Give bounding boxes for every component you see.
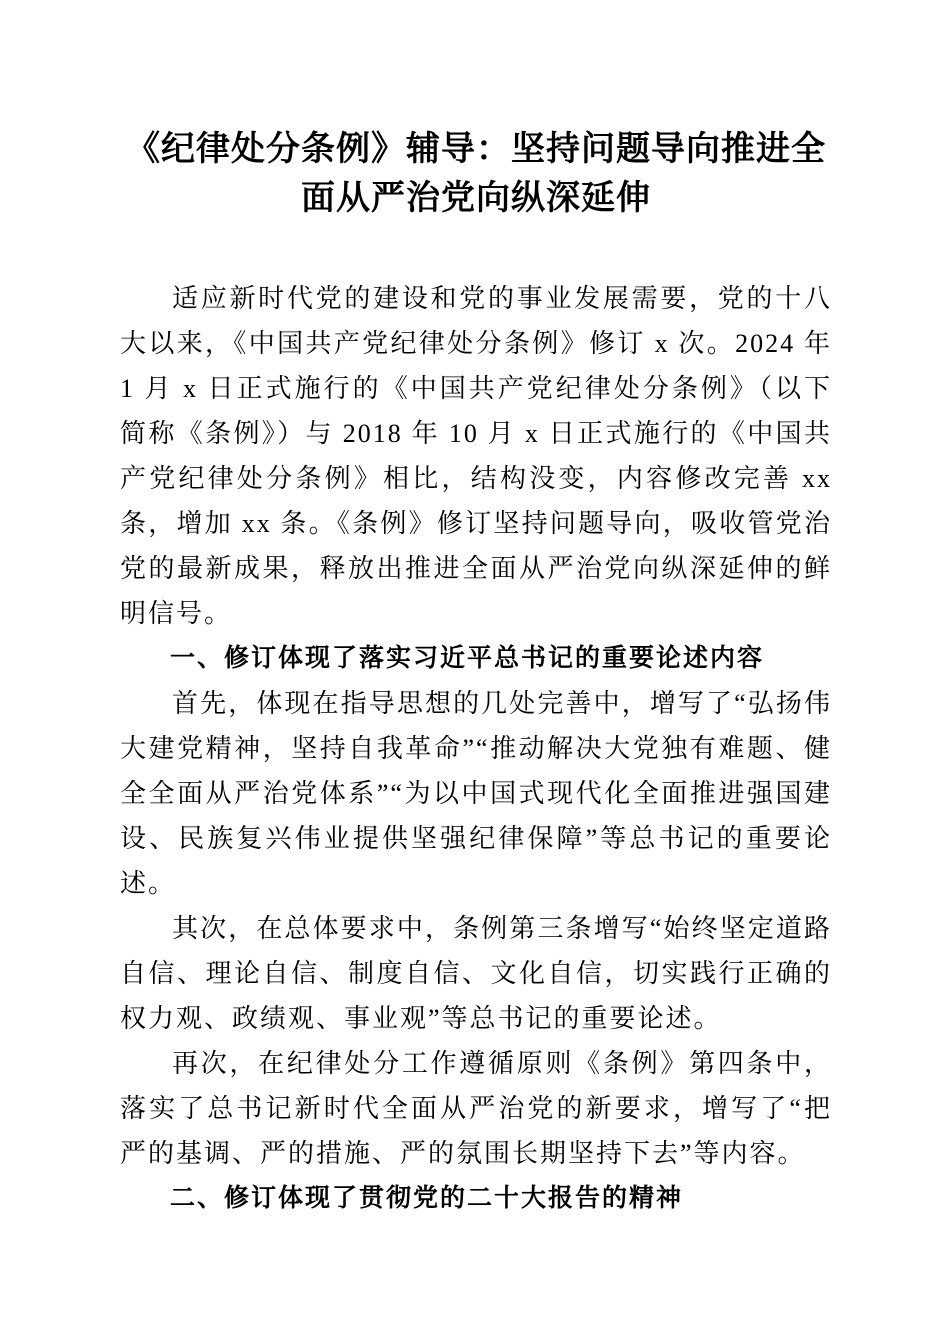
paragraph-intro: 适应新时代党的建设和党的事业发展需要，党的十八大以来，《中国共产党纪律处分条例》修订 x 次。2024 年 1 月 x 日正式施行的《中国共产党纪律处分条例》（以下简称《条例》）与 2018 年 10 月 x 日正式施行的《中国共产党纪律处分条例》相比，结构没变，内容修改完善 xx 条，增加 xx 条。《条例》修订坚持问题导向，吸收管党治党的最新成果，释放出推进全面从严治党向纵深延伸的鲜明信号。 (120, 283, 832, 628)
paragraph-third-point: 再次，在纪律处分工作遵循原则《条例》第四条中，落实了总书记新时代全面从严治党的新要求，增写了“把严的基调、严的措施、严的氛围长期坚持下去”等内容。 (120, 1048, 832, 1168)
document-title (120, 125, 832, 224)
section-heading-1: 一、修订体现了落实习近平总书记的重要论述内容 (170, 643, 765, 672)
title-line-2: 面从严治党向纵深延伸 (301, 180, 651, 218)
paragraph-second-point: 其次，在总体要求中，条例第三条增写“始终坚定道路自信、理论自信、制度自信、文化自信，切实践行正确的权力观、政绩观、事业观”等总书记的重要论述。 (120, 913, 832, 1033)
section-heading-2: 二、修订体现了贯彻党的二十大报告的精神 (170, 1183, 684, 1212)
title-line-1: 《纪律处分条例》辅导：坚持问题导向推进全 (126, 131, 826, 168)
paragraph-first-point: 首先，体现在指导思想的几处完善中，增写了“弘扬伟大建党精神，坚持自我革命”“推动解决大党独有难题、健全全面从严治党体系”“为以中国式现代化全面推进强国建设、民族复兴伟业提供坚强纪律保障”等总书记的重要论述。 (120, 688, 832, 898)
document-body (120, 276, 832, 1221)
